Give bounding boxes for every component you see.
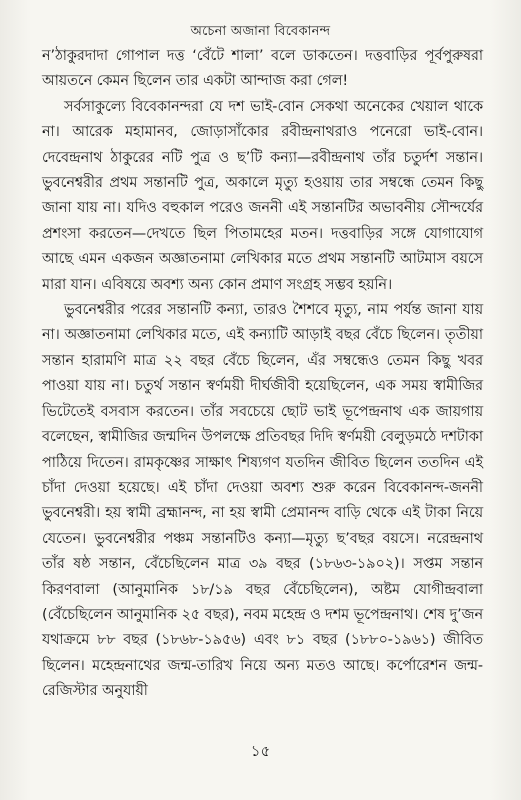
page-number: ১৫ <box>250 742 271 760</box>
paragraph: সর্বসাকুল্যে বিবেকানন্দরা যে দশ ভাই-বোন সেকথা অনেকের খেয়াল থাকে না। আরেক মহামানব, জোড়াসাঁকোর রবীন্দ্রনাথরাও পনেরো ভাই-বোন। দেবেন্দ্রনাথ ঠাকুরের নটি পুত্র ও ছ’টি কন্যা—রবীন্দ্রনাথ তাঁর চতুর্দশ সন্তান। ভুবনেশ্বরীর প্রথম সন্তানটি পুত্র, অকালে মৃত্যু হওয়ায় তার সম্বন্ধে তেমন কিছু জানা যায় না। যদিও বহুকাল পরেও জননী এই সন্তানটির অভাবনীয় সৌন্দর্যের প্রশংসা করতেন—দেখতে ছিল পিতামহের মতন। দত্তবাড়ির সঙ্গে যোগাযোগ আছে এমন একজন অজ্ঞাতনামা লেখিকার মতে প্রথম সন্তানটি আটমাস বয়সে মারা যান। এবিষয়ে অবশ্য অন্য কোন প্রমাণ সংগ্রহ সম্ভব হয়নি। <box>42 98 483 293</box>
paragraph: ভুবনেশ্বরীর পরের সন্তানটি কন্যা, তারও শৈশবে মৃত্যু, নাম পর্যন্ত জানা যায় না। অজ্ঞাতনামা লেখিকার মতে, এই কন্যাটি আড়াই বছর বেঁচে ছিলেন। তৃতীয়া সন্তান হারামণি মাত্র ২২ বছর বেঁচে ছিলেন, এঁর সম্বন্ধেও তেমন কিছু খবর পাওয়া যায় না। চতুর্থ সন্তান স্বর্ণময়ী দীর্ঘজীবী হয়েছিলেন, এক সময় স্বামীজির ভিটেতেই বসবাস করতেন। তাঁর সবচেয়ে ছোট ভাই ভূপেন্দ্রনাথ এক জায়গায় বলেছেন, স্বামীজির জন্মদিন উপলক্ষে প্রতিবছর দিদি স্বর্ণময়ী বেলুড়মঠে দশটাকা পাঠিয়ে দিতেন। রামকৃষ্ণের সাক্ষাৎ শিষ্যগণ যতদিন জীবিত ছিলেন ততদিন এই চাঁদা দেওয়া হয়েছে। এই চাঁদা দেওয়া অবশ্য শুরু করেন বিবেকানন্দ-জননী ভুবনেশ্বরী। হয় স্বামী ব্রহ্মানন্দ, না হয় স্বামী প্রেমানন্দ বাড়ি থেকে এই টাকা নিয়ে যেতেন। ভুবনেশ্বরীর পঞ্চম সন্তানটিও কন্যা—মৃত্যু ছ’বছর বয়সে। নরেন্দ্রনাথ তাঁর ষষ্ঠ সন্তান, বেঁচেছিলেন মাত্র ৩৯ বছর (১৮৬৩-১৯০২)। সপ্তম সন্তান কিরণবালা (আনুমানিক ১৮/১৯ বছর বেঁচেছিলেন), অষ্টম যোগীন্দ্রবালা (বেঁচেছিলেন আনুমানিক ২৫ বছর), নবম মহেন্দ্র ও দশম ভূপেন্দ্রনাথ। শেষ দু’জন যথাক্রমে ৮৮ বছর (১৮৬৮-১৯৫৬) এবং ৮১ বছর (১৮৮০-১৯৬১) জীবিত ছিলেন। মহেন্দ্রনাথের জন্ম-তারিখ নিয়ে অন্য মতও আছে। কর্পোরেশন জন্ম-রেজিস্টার অনুযায়ী <box>42 302 483 700</box>
running-head: অচেনা অজানা বিবেকানন্দ <box>190 24 331 39</box>
body-text <box>42 44 483 705</box>
paragraph: ন’ঠাকুরদাদা গোপাল দত্ত ‘বেঁটে শালা’ বলে ডাকতেন। দত্তবাড়ির পূর্বপুরুষরা আয়তনে কেমন ছিলেন তার একটা আন্দাজ করা গেল! <box>42 48 483 90</box>
